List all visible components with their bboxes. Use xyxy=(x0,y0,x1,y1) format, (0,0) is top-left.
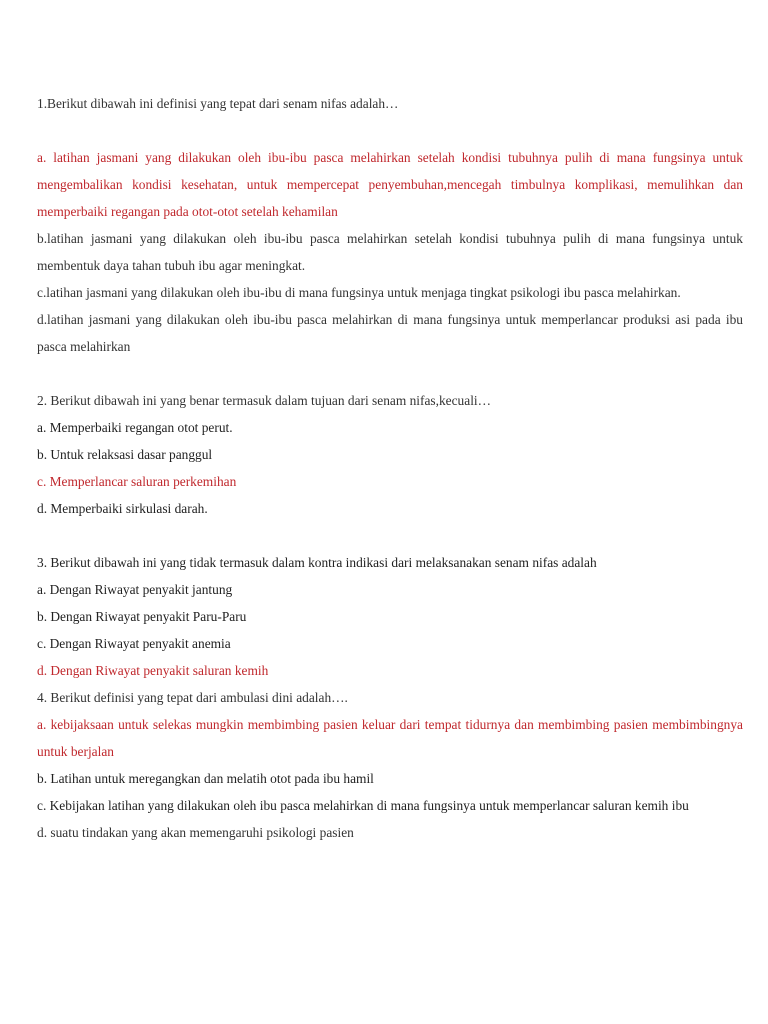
spacer xyxy=(37,360,743,387)
q4-option-c: c. Kebijakan latihan yang dilakukan oleh ibu pasca melahirkan di mana fungsinya untuk memperlancar saluran kemih ibu xyxy=(37,798,689,813)
question-2: 2. Berikut dibawah ini yang benar termasuk dalam tujuan dari senam nifas,kecuali… xyxy=(37,393,492,408)
question-4: 4. Berikut definisi yang tepat dari ambulasi dini adalah…. xyxy=(37,690,348,705)
q4-option-b: b. Latihan untuk meregangkan dan melatih otot pada ibu hamil xyxy=(37,771,374,786)
q3-option-a: a. Dengan Riwayat penyakit jantung xyxy=(37,582,233,597)
spacer xyxy=(37,117,743,144)
q3-option-b: b. Dengan Riwayat penyakit Paru-Paru xyxy=(37,609,247,624)
spacer xyxy=(37,522,743,549)
q3-option-d-answer: d. Dengan Riwayat penyakit saluran kemih xyxy=(37,663,269,678)
q4-option-d: d. suatu tindakan yang akan memengaruhi psikologi pasien xyxy=(37,825,354,840)
q3-option-c: c. Dengan Riwayat penyakit anemia xyxy=(37,636,231,651)
q2-option-a: a. Memperbaiki regangan otot perut. xyxy=(37,420,233,435)
q2-option-b: b. Untuk relaksasi dasar panggul xyxy=(37,447,213,462)
q1-option-b: b.latihan jasmani yang dilakukan oleh ibu-ibu pasca melahirkan setelah kondisi tubuhnya pulih di mana fungsinya untuk membentuk daya tahan tubuh ibu agar meningkat. xyxy=(37,231,743,273)
q1-option-c: c.latihan jasmani yang dilakukan oleh ibu-ibu di mana fungsinya untuk menjaga tingkat psikologi ibu pasca melahirkan. xyxy=(37,285,681,300)
q1-option-a-answer: a. latihan jasmani yang dilakukan oleh ibu-ibu pasca melahirkan setelah kondisi tubuhnya pulih di mana fungsinya untuk mengembalikan kondisi kesehatan, untuk mempercepat penyembuhan,mencegah timbulnya komplikasi, memulihkan dan memperbaiki regangan pada otot-otot setelah kehamilan xyxy=(37,150,743,219)
q2-option-c-answer: c. Memperlancar saluran perkemihan xyxy=(37,474,237,489)
q1-option-d: d.latihan jasmani yang dilakukan oleh ibu-ibu pasca melahirkan di mana fungsinya untuk memperlancar produksi asi pada ibu pasca melahirkan xyxy=(37,312,743,354)
q4-option-a-answer: a. kebijaksaan untuk selekas mungkin membimbing pasien keluar dari tempat tidurnya dan membimbing pasien membimbingnya untuk berjalan xyxy=(37,717,743,759)
question-1: 1.Berikut dibawah ini definisi yang tepat dari senam nifas adalah… xyxy=(37,96,399,111)
question-3: 3. Berikut dibawah ini yang tidak termasuk dalam kontra indikasi dari melaksanakan senam nifas adalah xyxy=(37,555,597,570)
q2-option-d: d. Memperbaiki sirkulasi darah. xyxy=(37,501,208,516)
document-page xyxy=(37,90,743,846)
